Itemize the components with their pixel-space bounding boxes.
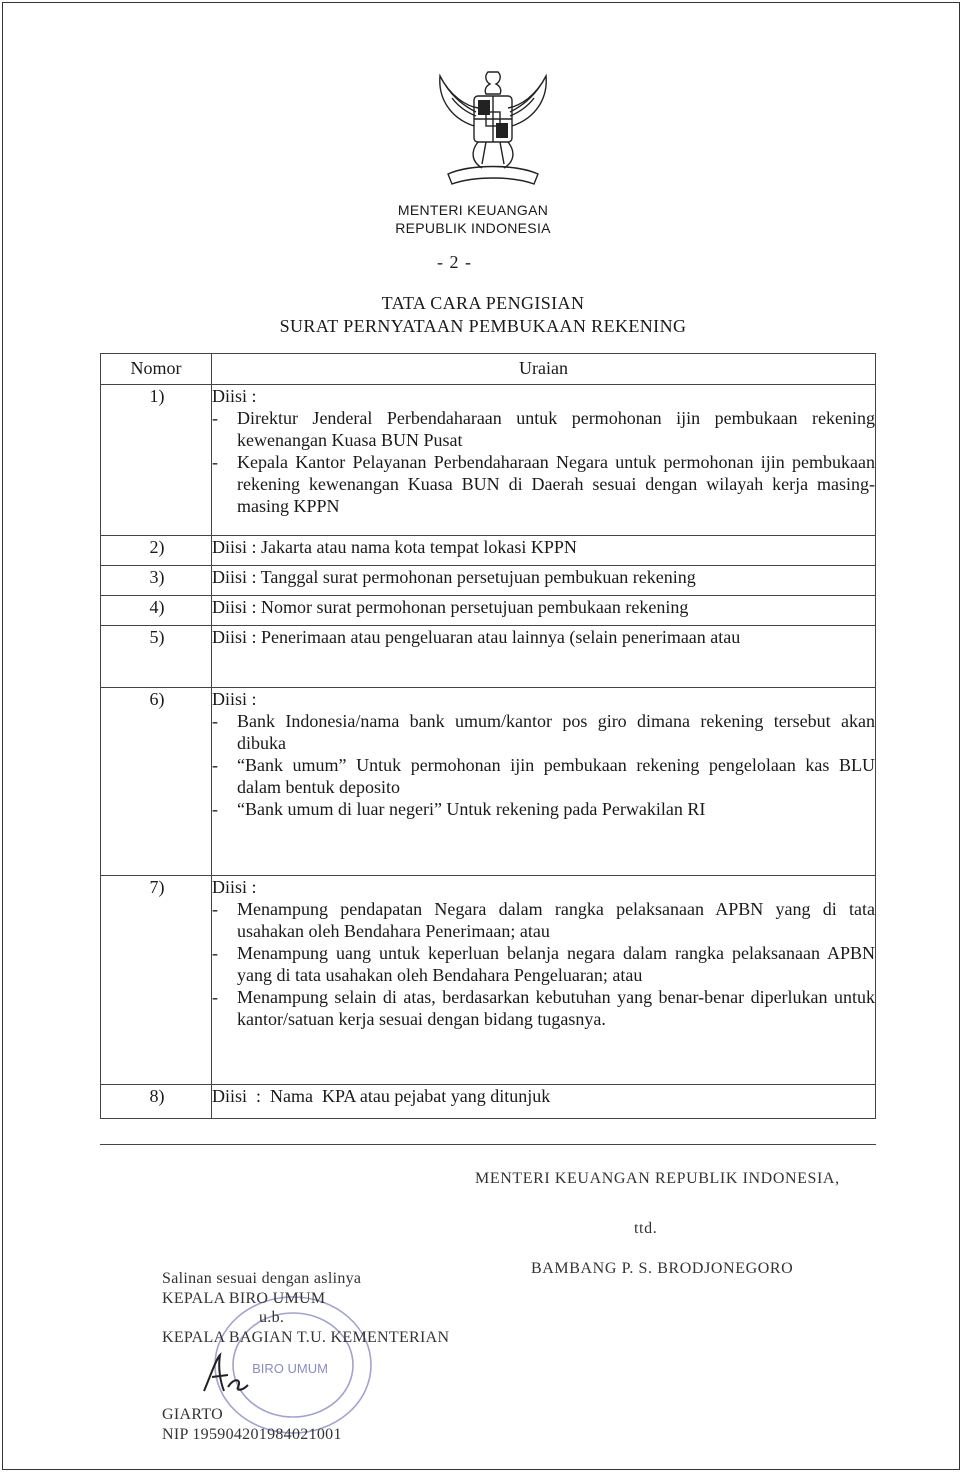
- ministry-line2: REPUBLIK INDONESIA: [395, 220, 551, 236]
- signature-title: MENTERI KEUANGAN REPUBLIK INDONESIA,: [475, 1170, 840, 1187]
- salinan-line3: u.b.: [259, 1309, 285, 1326]
- table-row: [101, 536, 876, 566]
- row-number: 1): [101, 385, 212, 536]
- bullet-item: - “Bank umum di luar negeri” Untuk rekening pada Perwakilan RI: [212, 798, 875, 820]
- row-number: 4): [101, 596, 212, 626]
- row-description: Diisi : Nama KPA atau pejabat yang ditunjuk: [212, 1085, 876, 1119]
- bullet-item: - “Bank umum” Untuk permohonan ijin pembukaan rekening pengelolaan kas BLU dalam bentuk deposito: [212, 754, 875, 798]
- column-header-uraian: Uraian: [212, 354, 876, 385]
- page-number: - 2 -: [437, 252, 472, 272]
- signature-space: [162, 1347, 449, 1405]
- row-description: [212, 876, 876, 1085]
- row-number: 7): [101, 876, 212, 1085]
- row-description: Diisi : Nomor surat permohonan persetujuan pembukaan rekening: [212, 596, 876, 626]
- ministry-heading: [0, 201, 964, 237]
- row-description: Diisi : Penerimaan atau pengeluaran atau lainnya (selain penerimaan atau: [212, 626, 876, 688]
- row-lead: Diisi :: [212, 877, 257, 897]
- row-number: 5): [101, 626, 212, 688]
- stamp-text: BIRO UMUM: [252, 1361, 328, 1376]
- ministry-line1: MENTERI KEUANGAN: [397, 202, 549, 218]
- signature-name: BAMBANG P. S. BRODJONEGORO: [531, 1260, 794, 1277]
- row-number: 2): [101, 536, 212, 566]
- divider: [100, 1144, 876, 1145]
- salinan-name: GIARTO: [162, 1406, 223, 1423]
- document-title: [0, 292, 964, 338]
- row-lead: Diisi :: [212, 386, 257, 406]
- title-line2: SURAT PERNYATAAN PEMBUKAAN REKENING: [279, 316, 687, 336]
- signature-ttd: ttd.: [634, 1220, 658, 1237]
- row-number: 3): [101, 566, 212, 596]
- salinan-nip: NIP 195904201984021001: [162, 1425, 342, 1443]
- bullet-item: - Menampung pendapatan Negara dalam rangka pelaksanaan APBN yang di tata usahakan oleh Bendahara Penerimaan; atau: [212, 898, 875, 942]
- handwritten-signature: [198, 1347, 268, 1405]
- row-lead: Diisi :: [212, 689, 257, 709]
- row-description: [212, 385, 876, 536]
- bullet-item: - Menampung selain di atas, berdasarkan kebutuhan yang benar-benar diperlukan untuk kantor/satuan kerja sesuai dengan bidang tugasnya.: [212, 986, 875, 1030]
- bullet-item: - Bank Indonesia/nama bank umum/kantor pos giro dimana rekening tersebut akan dibuka: [212, 710, 875, 754]
- salinan-line4: KEPALA BAGIAN T.U. KEMENTERIAN: [162, 1328, 450, 1346]
- table-row: [101, 876, 876, 1085]
- column-header-nomor: Nomor: [101, 354, 212, 385]
- title-line1: TATA CARA PENGISIAN: [381, 293, 585, 313]
- row-description: Diisi : Jakarta atau nama kota tempat lokasi KPPN: [212, 536, 876, 566]
- salinan-line2: KEPALA BIRO UMUM: [162, 1289, 326, 1307]
- table-row: [101, 385, 876, 536]
- table-header-row: [101, 354, 876, 385]
- salinan-line1: Salinan sesuai dengan aslinya: [162, 1270, 362, 1287]
- table-row: [101, 1085, 876, 1119]
- row-number: 8): [101, 1085, 212, 1119]
- bullet-item: - Direktur Jenderal Perbendaharaan untuk permohonan ijin pembukaan rekening kewenangan Kuasa BUN Pusat: [212, 407, 875, 451]
- row-description: Diisi : Tanggal surat permohonan persetujuan pembukuan rekening: [212, 566, 876, 596]
- instructions-table: [100, 353, 876, 1119]
- bullet-item: - Menampung uang untuk keperluan belanja negara dalam rangka pelaksanaan APBN yang di tata usahakan oleh Bendahara Pengeluaran; atau: [212, 942, 875, 986]
- table-row: [101, 688, 876, 876]
- table-row: [101, 566, 876, 596]
- bullet-item: - Kepala Kantor Pelayanan Perbendaharaan Negara untuk permohonan ijin pembukaan rekening kewenangan Kuasa BUN di Daerah sesuai dengan wilayah kerja masing-masing KPPN: [212, 451, 875, 517]
- row-description: [212, 688, 876, 876]
- row-number: 6): [101, 688, 212, 876]
- table-row: [101, 626, 876, 688]
- certified-copy-block: [162, 1269, 449, 1444]
- table-row: [101, 596, 876, 626]
- garuda-emblem-icon: [430, 68, 556, 192]
